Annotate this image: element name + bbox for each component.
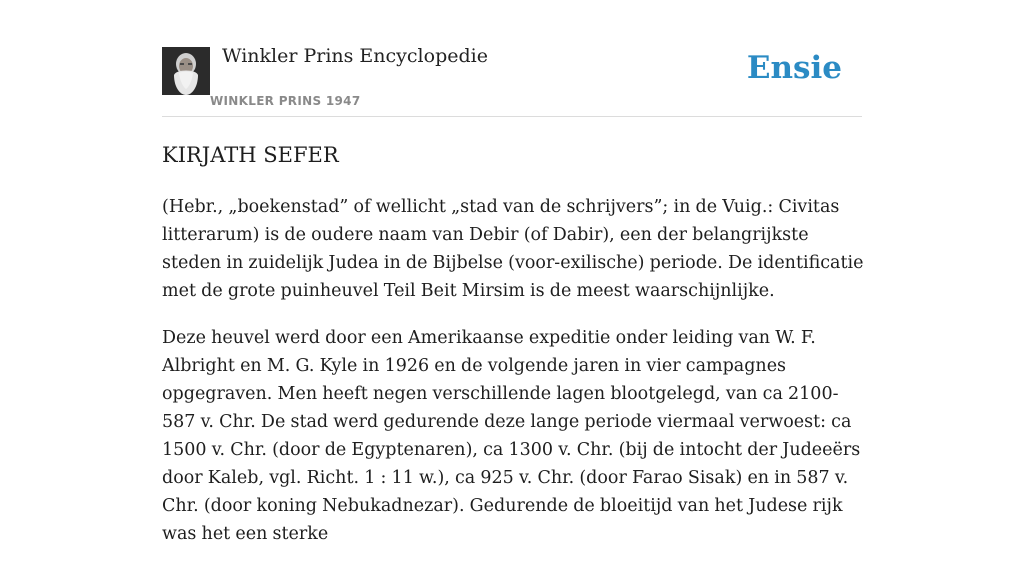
source-label[interactable]: WINKLER PRINS 1947 xyxy=(210,94,361,108)
article-title: KIRJATH SEFER xyxy=(162,143,339,167)
portrait-avatar[interactable] xyxy=(162,47,210,95)
site-header xyxy=(162,0,862,117)
article-paragraph: Deze heuvel werd door een Amerikaanse expeditie onder leiding van W. F. Albright en M. G. Kyle in 1926 en de volgende jaren in vier campagnes opgegraven. Men heeft negen verschillende lagen blootgelegd, van ca 2100-587 v. Chr. De stad werd gedurende deze lange periode viermaal verwoest: ca 1500 v. Chr. (door de Egyptenaren), ca 1300 v. Chr. (bij de intocht der Judeeërs door Kaleb, vgl. Richt. 1 : 11 w.), ca 925 v. Chr. (door Farao Sisak) en in 587 v. Chr. (door koning Nebukadnezar). Gedurende de bloeitijd van het Judese rijk was het een sterke xyxy=(162,328,861,544)
site-title[interactable]: Winkler Prins Encyclopedie xyxy=(222,45,488,67)
article-paragraph: (Hebr., „boekenstad” of wellicht „stad van de schrijvers”; in de Vuig.: Civitas litterarum) is de oudere naam van Debir (of Dabir), een der belangrijkste steden in zuidelijk Judea in de Bijbelse (voor-exilische) periode. De identificatie met de grote puinheuvel Teil Beit Mirsim is de meest waarschijnlijke. xyxy=(162,197,864,301)
brand-logo[interactable]: Ensie xyxy=(746,50,842,86)
article xyxy=(162,140,864,567)
portrait-icon xyxy=(162,47,210,95)
